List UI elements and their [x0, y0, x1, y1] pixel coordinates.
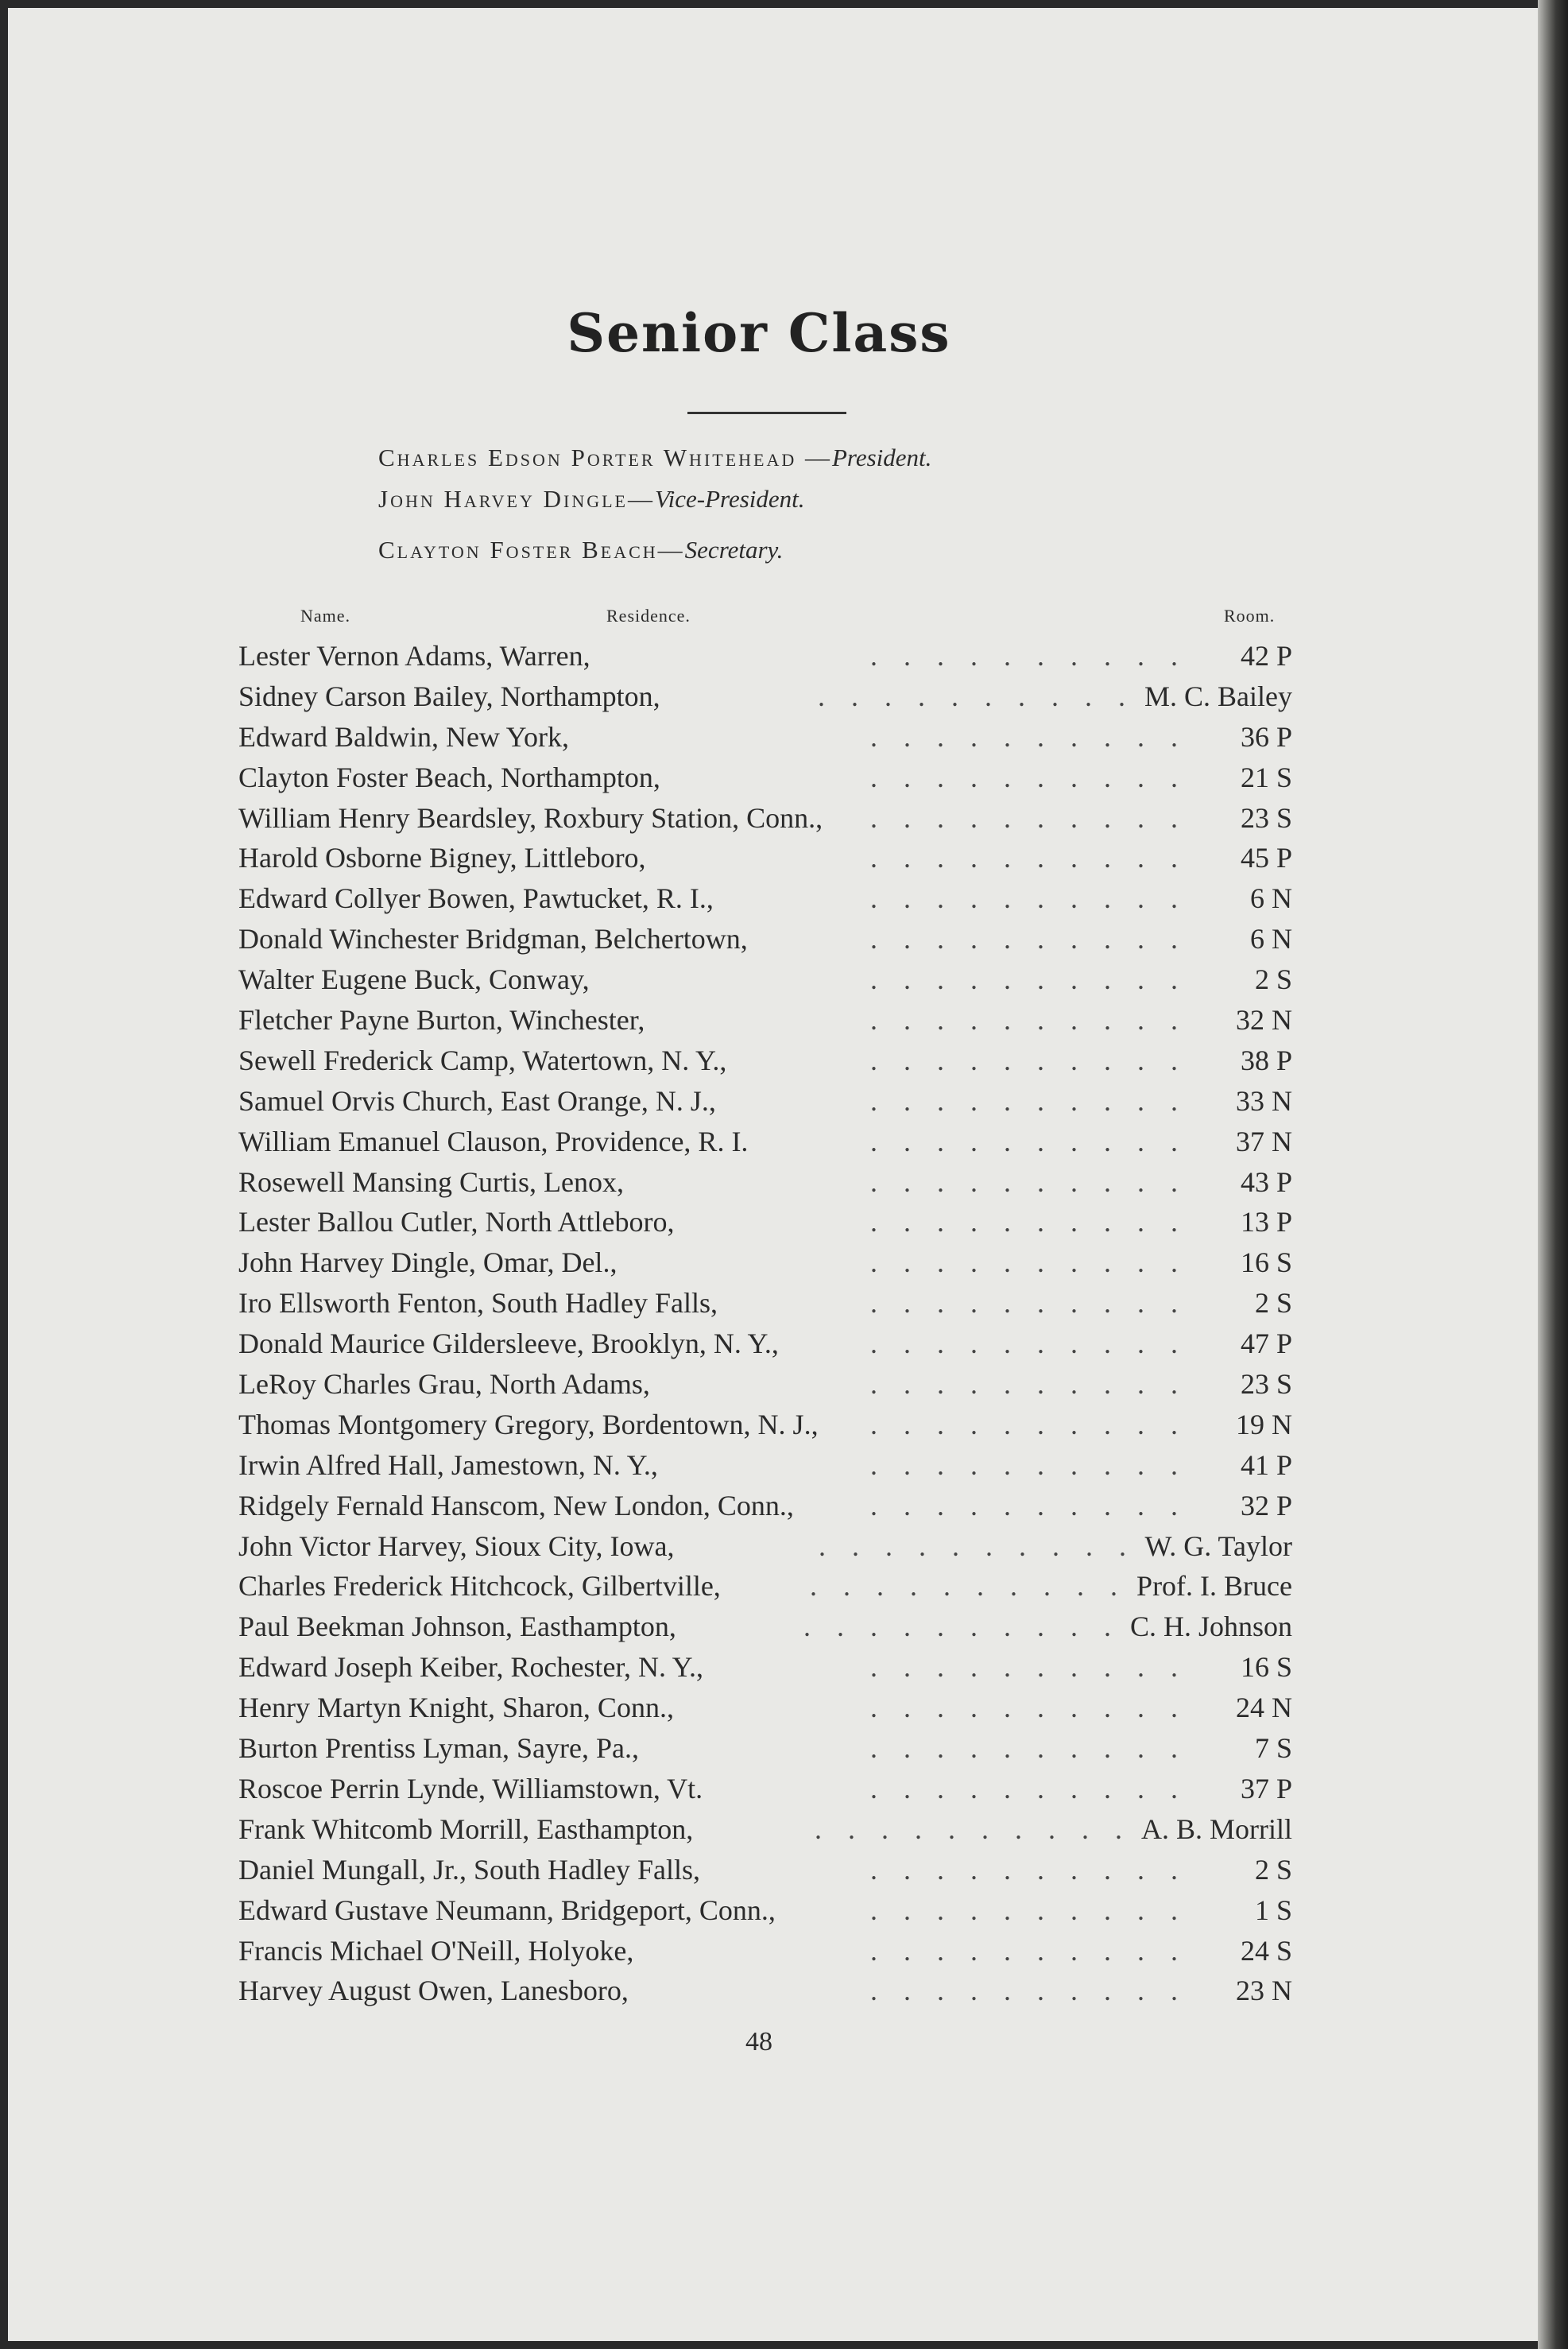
student-entry: Clayton Foster Beach, Northampton, — [238, 761, 660, 793]
dot-leader: . . . . . . . . . . — [815, 1812, 1132, 1845]
student-room: 38 P — [1240, 1044, 1292, 1076]
student-row — [238, 1809, 1292, 1850]
student-room: 1 S — [1254, 1894, 1292, 1926]
student-entry: Fletcher Payne Burton, Winchester, — [238, 1004, 645, 1037]
student-room: 37 P — [1240, 1772, 1292, 1804]
student-room: W. G. Taylor — [1144, 1529, 1292, 1562]
dot-leader: . . . . . . . . . . — [870, 1894, 1187, 1926]
student-room: 16 S — [1240, 1651, 1292, 1684]
student-entry: Harvey August Owen, Lanesboro, — [238, 1975, 629, 2007]
student-entry: Walter Eugene Buck, Conway, — [238, 963, 590, 996]
student-row — [238, 1202, 1292, 1242]
student-entry: Sidney Carson Bailey, Northampton, — [238, 680, 660, 712]
student-entry: Roscoe Perrin Lynde, Williamstown, Vt. — [238, 1772, 703, 1804]
officer-role: President. — [832, 444, 932, 471]
dot-leader: . . . . . . . . . . — [870, 1368, 1187, 1401]
officer-vice-president — [378, 485, 805, 514]
student-entry: Edward Gustave Neumann, Bridgeport, Conn., — [238, 1894, 776, 1926]
student-room: 32 P — [1240, 1489, 1292, 1521]
student-entry: Burton Prentiss Lyman, Sayre, Pa., — [238, 1732, 639, 1765]
officer-separator: — — [796, 444, 832, 471]
student-room: 37 N — [1236, 1125, 1292, 1157]
officer-separator: — — [628, 485, 655, 513]
student-entry: Edward Collyer Bowen, Pawtucket, R. I., — [238, 882, 714, 915]
student-row — [238, 838, 1292, 878]
student-row — [238, 676, 1292, 717]
student-room: C. H. Johnson — [1129, 1611, 1292, 1643]
dot-leader: . . . . . . . . . . — [870, 1125, 1187, 1157]
dot-leader: . . . . . . . . . . — [870, 801, 1187, 834]
title-rule — [687, 412, 846, 414]
student-room: 36 P — [1240, 720, 1292, 753]
student-room: 33 N — [1236, 1084, 1292, 1117]
student-entry: Harold Osborne Bigney, Littleboro, — [238, 842, 646, 874]
student-entry: Irwin Alfred Hall, Jamestown, N. Y., — [238, 1448, 658, 1481]
student-room: 41 P — [1240, 1448, 1292, 1481]
student-room: 24 N — [1236, 1692, 1292, 1724]
dot-leader: . . . . . . . . . . — [870, 1044, 1187, 1076]
dot-leader: . . . . . . . . . . — [870, 1004, 1187, 1037]
student-row — [238, 919, 1292, 959]
student-entry: Daniel Mungall, Jr., South Hadley Falls, — [238, 1853, 700, 1886]
dot-leader: . . . . . . . . . . — [870, 1772, 1187, 1804]
student-room: 16 S — [1240, 1246, 1292, 1279]
student-room: 23 N — [1236, 1975, 1292, 2007]
student-entry: John Victor Harvey, Sioux City, Iowa, — [238, 1529, 675, 1562]
dot-leader: . . . . . . . . . . — [870, 1732, 1187, 1765]
dot-leader: . . . . . . . . . . — [870, 761, 1187, 793]
dot-leader: . . . . . . . . . . — [870, 1448, 1187, 1481]
dot-leader: . . . . . . . . . . — [870, 842, 1187, 874]
student-row — [238, 1445, 1292, 1486]
dot-leader: . . . . . . . . . . — [818, 680, 1135, 712]
student-row — [238, 1931, 1292, 1971]
student-entry: William Henry Beardsley, Roxbury Station, Conn., — [238, 801, 823, 834]
student-row — [238, 717, 1292, 758]
student-room: 32 N — [1236, 1004, 1292, 1037]
student-room: 6 N — [1250, 882, 1292, 915]
student-row — [238, 1122, 1292, 1162]
student-room: A. B. Morrill — [1140, 1812, 1292, 1845]
student-row — [238, 1647, 1292, 1688]
student-row — [238, 1566, 1292, 1607]
header-room: Room. — [1224, 606, 1276, 626]
student-entry: Paul Beekman Johnson, Easthampton, — [238, 1611, 676, 1643]
student-row — [238, 1324, 1292, 1364]
book-spine — [1538, 0, 1568, 2349]
dot-leader: . . . . . . . . . . — [870, 1853, 1187, 1886]
student-row — [238, 1688, 1292, 1728]
student-entry: Lester Vernon Adams, Warren, — [238, 640, 590, 672]
student-entry: LeRoy Charles Grau, North Adams, — [238, 1368, 650, 1401]
officer-role: Secretary. — [684, 536, 784, 564]
student-row — [238, 1486, 1292, 1526]
dot-leader: . . . . . . . . . . — [870, 1165, 1187, 1198]
student-row — [238, 1526, 1292, 1567]
student-row — [238, 1000, 1292, 1041]
student-row — [238, 1283, 1292, 1324]
student-entry: Thomas Montgomery Gregory, Bordentown, N. J., — [238, 1408, 819, 1440]
dot-leader: . . . . . . . . . . — [870, 1084, 1187, 1117]
student-room: 47 P — [1240, 1328, 1292, 1360]
student-room: Prof. I. Bruce — [1136, 1570, 1292, 1603]
student-room: M. C. Bailey — [1144, 680, 1292, 712]
student-room: 2 S — [1254, 1287, 1292, 1320]
student-room: 45 P — [1240, 842, 1292, 874]
student-entry: John Harvey Dingle, Omar, Del., — [238, 1246, 618, 1279]
student-row — [238, 1405, 1292, 1445]
header-residence: Residence. — [606, 606, 691, 626]
student-entry: Iro Ellsworth Fenton, South Hadley Falls, — [238, 1287, 718, 1320]
page-number: 48 — [745, 2027, 772, 2056]
student-entry: Donald Maurice Gildersleeve, Brooklyn, N. Y., — [238, 1328, 779, 1360]
student-row — [238, 798, 1292, 839]
student-row — [238, 1364, 1292, 1405]
student-room: 23 S — [1240, 1368, 1292, 1401]
header-name: Name. — [300, 606, 351, 626]
student-entry: Lester Ballou Cutler, North Attleboro, — [238, 1206, 675, 1238]
dot-leader: . . . . . . . . . . — [810, 1570, 1127, 1603]
student-room: 13 P — [1240, 1206, 1292, 1238]
dot-leader: . . . . . . . . . . — [870, 923, 1187, 955]
dot-leader: . . . . . . . . . . — [870, 1206, 1187, 1238]
dot-leader: . . . . . . . . . . — [870, 1975, 1187, 2007]
student-room: 21 S — [1240, 761, 1292, 793]
officer-secretary — [378, 536, 783, 564]
officer-name: John Harvey Dingle — [378, 485, 628, 513]
student-entry: William Emanuel Clauson, Providence, R. I. — [238, 1125, 749, 1157]
student-room: 2 S — [1254, 1853, 1292, 1886]
student-row — [238, 1728, 1292, 1769]
student-entry: Charles Frederick Hitchcock, Gilbertville, — [238, 1570, 721, 1603]
student-row — [238, 959, 1292, 1000]
student-room: 19 N — [1236, 1408, 1292, 1440]
dot-leader: . . . . . . . . . . — [870, 1692, 1187, 1724]
dot-leader: . . . . . . . . . . — [870, 1328, 1187, 1360]
student-entry: Ridgely Fernald Hanscom, New London, Conn., — [238, 1489, 794, 1521]
student-entry: Frank Whitcomb Morrill, Easthampton, — [238, 1812, 694, 1845]
student-room: 7 S — [1254, 1732, 1292, 1765]
student-row — [238, 1971, 1292, 2011]
dot-leader: . . . . . . . . . . — [870, 640, 1187, 672]
student-entry: Samuel Orvis Church, East Orange, N. J., — [238, 1084, 716, 1117]
student-room: 23 S — [1240, 801, 1292, 834]
student-entry: Donald Winchester Bridgman, Belchertown, — [238, 923, 748, 955]
student-list — [238, 636, 1292, 2011]
student-entry: Sewell Frederick Camp, Watertown, N. Y., — [238, 1044, 727, 1076]
student-entry: Henry Martyn Knight, Sharon, Conn., — [238, 1692, 674, 1724]
student-entry: Rosewell Mansing Curtis, Lenox, — [238, 1165, 624, 1198]
dot-leader: . . . . . . . . . . — [870, 963, 1187, 996]
dot-leader: . . . . . . . . . . — [819, 1529, 1136, 1562]
dot-leader: . . . . . . . . . . — [870, 1287, 1187, 1320]
officer-separator: — — [657, 536, 685, 564]
officer-name: Charles Edson Porter Whitehead — [378, 444, 797, 471]
student-row — [238, 878, 1292, 919]
student-row — [238, 1850, 1292, 1890]
student-row — [238, 1162, 1292, 1203]
student-row — [238, 1769, 1292, 1809]
student-row — [238, 1041, 1292, 1081]
student-room: 2 S — [1254, 963, 1292, 996]
dot-leader: . . . . . . . . . . — [803, 1611, 1121, 1643]
student-entry: Edward Baldwin, New York, — [238, 720, 569, 753]
officer-name: Clayton Foster Beach — [378, 536, 658, 564]
student-room: 43 P — [1240, 1165, 1292, 1198]
dot-leader: . . . . . . . . . . — [870, 1408, 1187, 1440]
dot-leader: . . . . . . . . . . — [870, 882, 1187, 915]
dot-leader: . . . . . . . . . . — [870, 1489, 1187, 1521]
student-row — [238, 1890, 1292, 1931]
student-row — [238, 636, 1292, 676]
student-entry: Edward Joseph Keiber, Rochester, N. Y., — [238, 1651, 703, 1684]
dot-leader: . . . . . . . . . . — [870, 1246, 1187, 1279]
student-row — [238, 758, 1292, 798]
officer-role: Vice-President. — [655, 485, 805, 513]
page-title: Senior Class — [567, 302, 951, 364]
student-room: 42 P — [1240, 640, 1292, 672]
student-room: 6 N — [1250, 923, 1292, 955]
dot-leader: . . . . . . . . . . — [870, 1934, 1187, 1967]
student-room: 24 S — [1240, 1934, 1292, 1967]
student-row — [238, 1607, 1292, 1647]
book-page — [8, 8, 1538, 2341]
student-entry: Francis Michael O'Neill, Holyoke, — [238, 1934, 634, 1967]
dot-leader: . . . . . . . . . . — [870, 1651, 1187, 1684]
student-row — [238, 1081, 1292, 1122]
student-row — [238, 1242, 1292, 1283]
officer-president — [378, 444, 931, 472]
dot-leader: . . . . . . . . . . — [870, 720, 1187, 753]
